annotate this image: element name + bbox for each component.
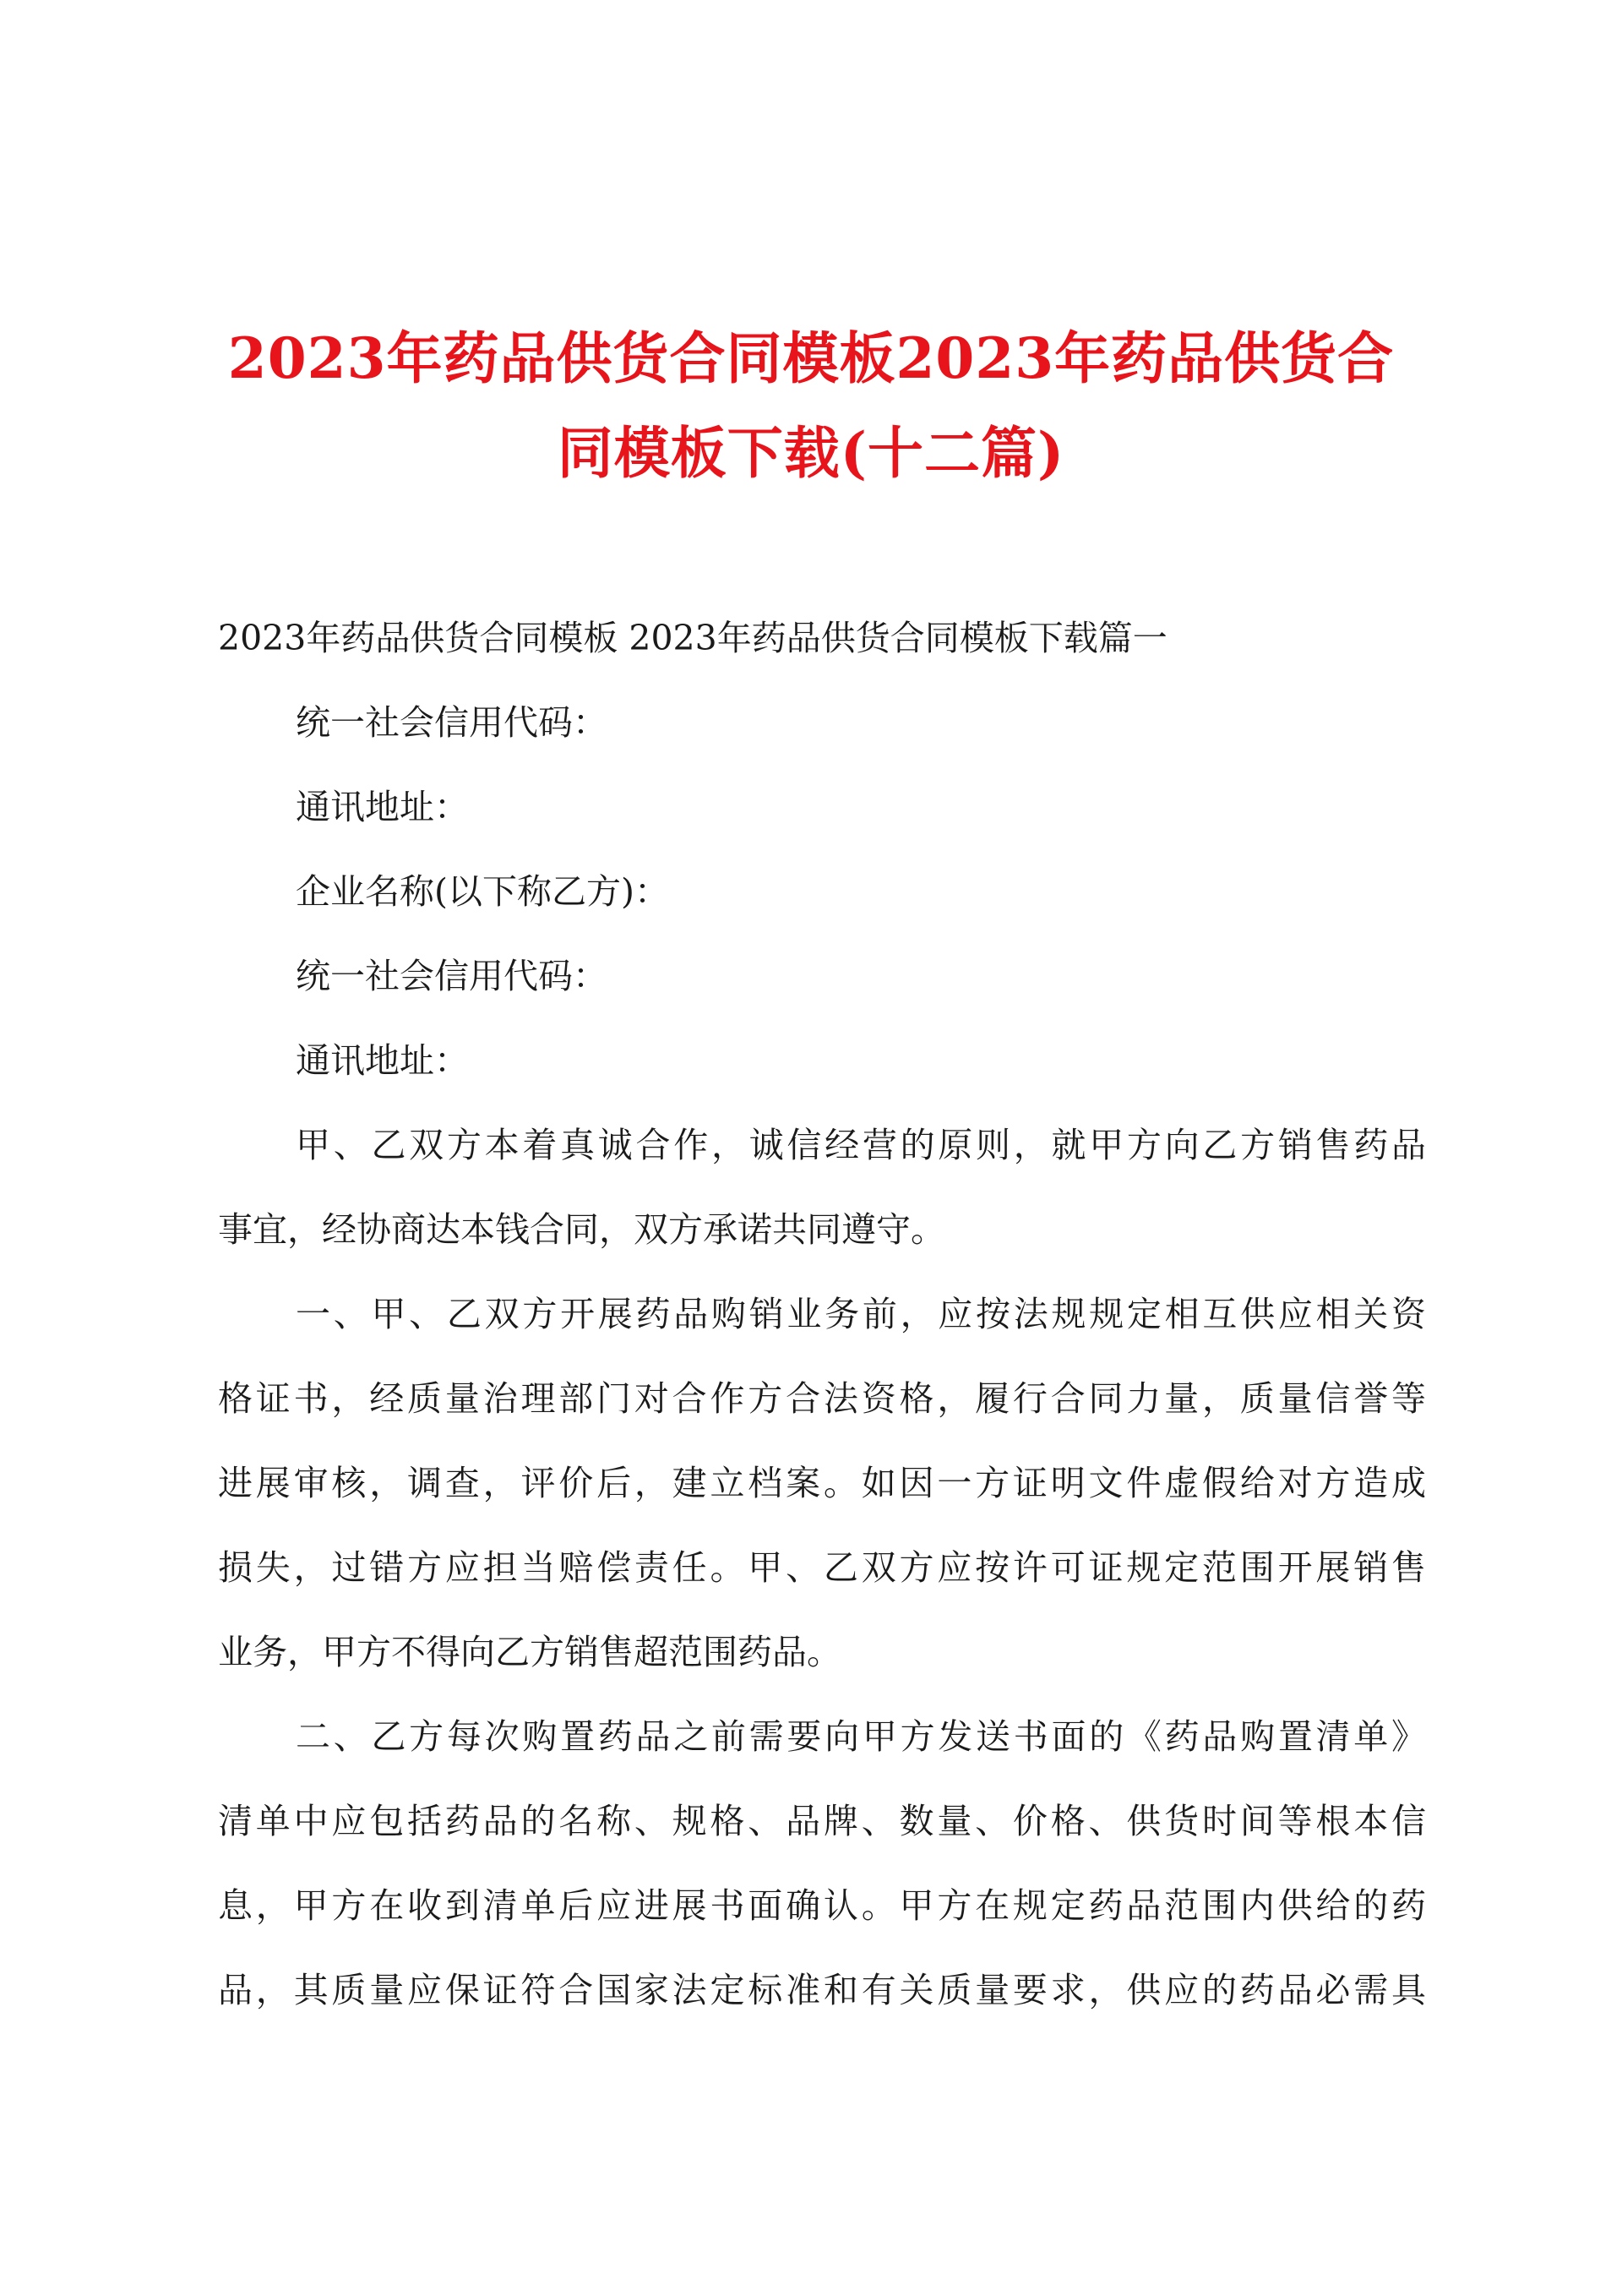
- field-party-b-name: 企业名称(以下称乙方)：: [296, 871, 669, 912]
- paragraph-line: 甲、乙双方本着真诚合作，诚信经营的原则，就甲方向乙方销售药品: [296, 1125, 1426, 1165]
- paragraph-preamble: [218, 1103, 1426, 1272]
- paragraph-line: 格证书，经质量治理部门对合作方合法资格，履行合同力量，质量信誉等: [218, 1378, 1426, 1419]
- paragraph-line: 业务，甲方不得向乙方销售超范围药品。: [218, 1632, 841, 1672]
- paragraph-clause-1: [218, 1272, 1426, 1694]
- paragraph-clause-2: [218, 1694, 1426, 2032]
- title-line-2: 同模板下载(十二篇): [557, 420, 1065, 486]
- document-body: [218, 596, 1426, 2032]
- title-line-1: 2023年药品供货合同模板2023年药品供货合: [227, 325, 1395, 391]
- paragraph-line: 清单中应包括药品的名称、规格、品牌、数量、价格、供货时间等根本信: [218, 1801, 1426, 1841]
- document-title: [203, 311, 1419, 500]
- field-address: 通讯地址：: [296, 787, 469, 827]
- field-address-b: 通讯地址：: [296, 1040, 469, 1081]
- paragraph-line: 事宜，经协商达本钱合同，双方承诺共同遵守。: [218, 1209, 945, 1250]
- paragraph-line: 一、甲、乙双方开展药品购销业务前，应按法规规定相互供应相关资: [296, 1294, 1426, 1334]
- field-credit-code-b: 统一社会信用代码：: [296, 956, 607, 996]
- paragraph-line: 损失，过错方应担当赔偿责任。甲、乙双方应按许可证规定范围开展销售: [218, 1547, 1426, 1588]
- paragraph-line: 二、乙方每次购置药品之前需要向甲方发送书面的《药品购置清单》: [296, 1716, 1426, 1757]
- section-heading: 2023年药品供货合同模板 2023年药品供货合同模板下载篇一: [218, 618, 1168, 658]
- field-credit-code: 统一社会信用代码：: [296, 702, 607, 743]
- paragraph-line: 品，其质量应保证符合国家法定标准和有关质量要求，供应的药品必需具: [218, 1970, 1426, 2010]
- paragraph-line: 进展审核，调查，评价后，建立档案。如因一方证明文件虚假给对方造成: [218, 1463, 1426, 1503]
- paragraph-line: 息，甲方在收到清单后应进展书面确认。甲方在规定药品范围内供给的药: [218, 1885, 1426, 1926]
